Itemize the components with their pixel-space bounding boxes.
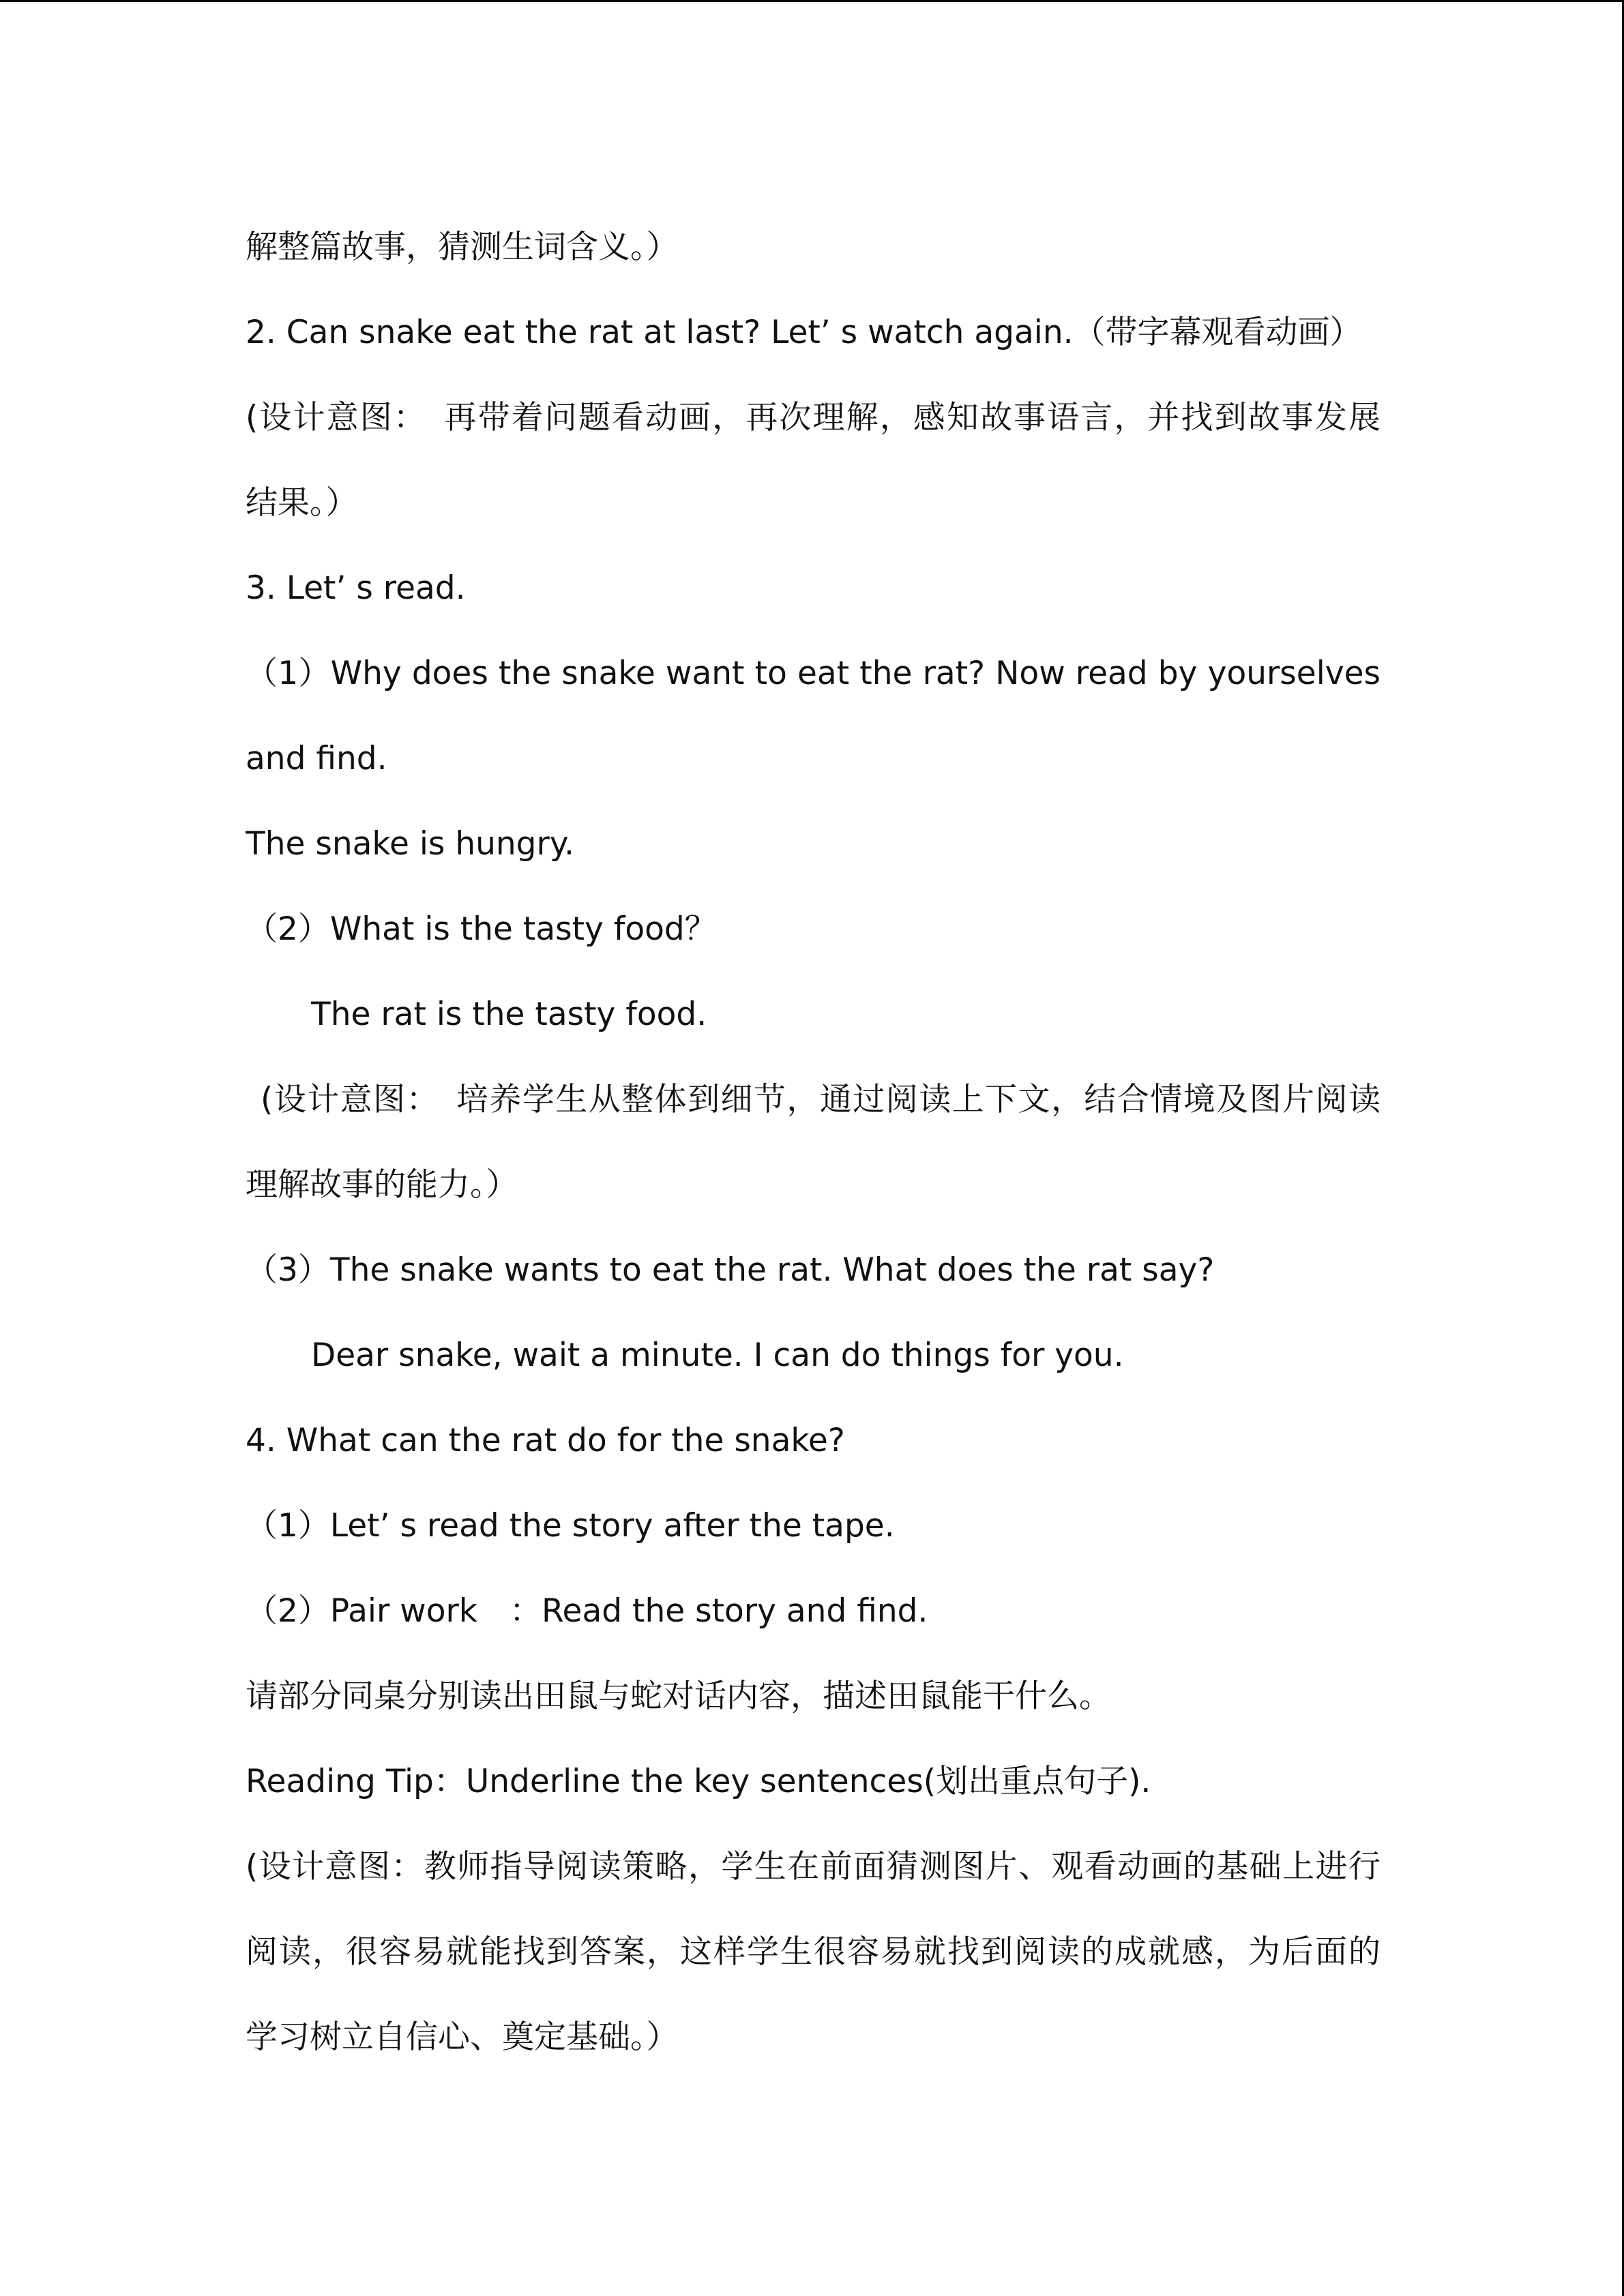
text-line: The rat is the tasty food. [311,996,707,1033]
text-line: （3）The snake wants to eat the rat. What does the rat say? [246,1251,1215,1289]
text-line: (设计意图： 培养学生从整体到细节，通过阅读上下文，结合情境及图片阅读 [261,1081,1381,1118]
text-line: 3. Let’ s read. [246,569,466,607]
text-line: 理解故事的能力。） [246,1166,518,1204]
document-body [246,205,1381,2080]
text-line: 阅读，很容易就能找到答案，这样学生很容易就找到阅读的成就感，为后面的 [246,1933,1381,1971]
text-line: Reading Tip：Underline the key sentences(划出重点句子). [246,1763,1151,1800]
text-line: （2）What is the tasty food？ [246,910,717,948]
text-line: 结果。） [246,484,358,522]
text-line: （2）Pair work ：Read the story and find. [246,1592,928,1630]
text-line: 请部分同桌分别读出田鼠与蛇对话内容，描述田鼠能干什么。 [246,1678,1111,1715]
top-border [0,0,1624,2]
text-line: Dear snake, wait a minute. I can do things for you. [311,1337,1124,1374]
text-line: 4. What can the rat do for the snake? [246,1422,845,1459]
text-line: 学习树立自信心、奠定基础。） [246,2018,679,2056]
text-line: （1）Why does the snake want to eat the rat? Now read by yourselves [246,655,1381,692]
text-line: The snake is hungry. [246,825,574,863]
text-line: (设计意图：教师指导阅读策略，学生在前面猜测图片、观看动画的基础上进行 [246,1848,1381,1885]
text-line: （1）Let’ s read the story after the tape. [246,1507,895,1545]
text-line: 2. Can snake eat the rat at last? Let’ s watch again.（带字幕观看动画） [246,314,1362,351]
text-line: (设计意图： 再带着问题看动画，再次理解，感知故事语言，并找到故事发展 [246,399,1381,436]
text-line: 解整篇故事，猜测生词含义。） [246,228,679,266]
text-line: and find. [246,740,387,777]
